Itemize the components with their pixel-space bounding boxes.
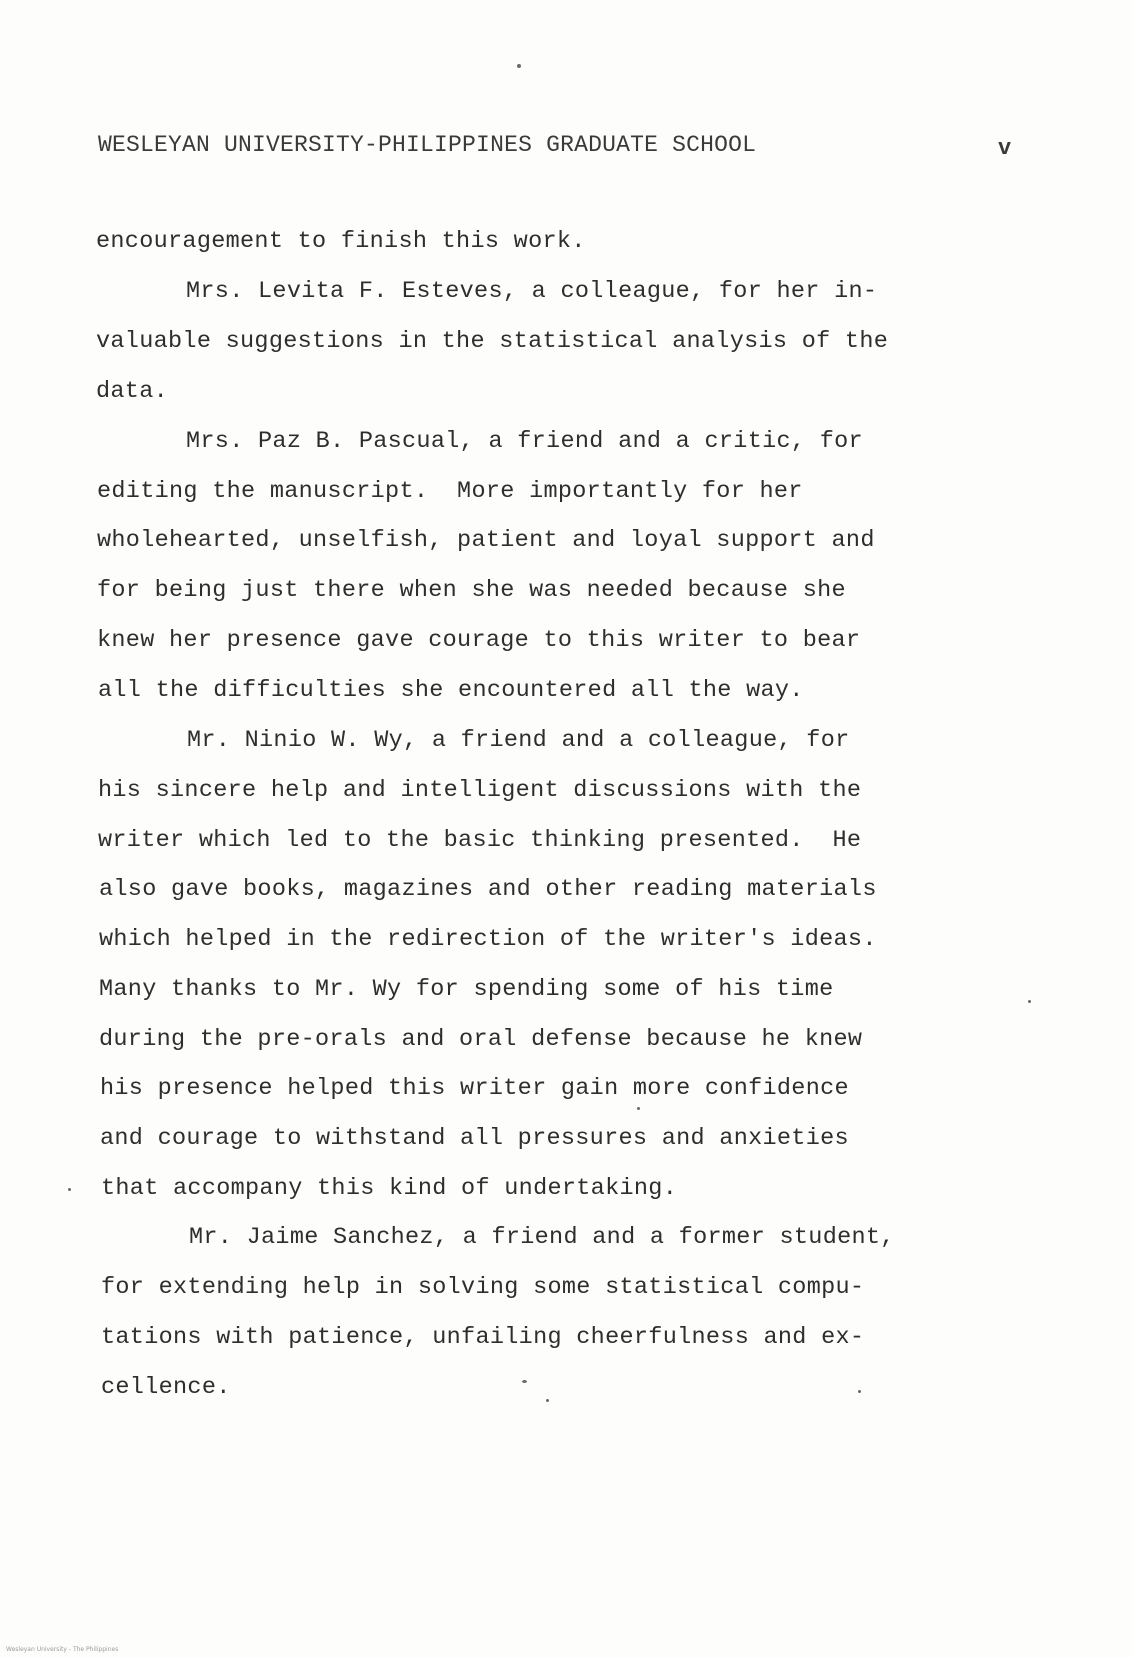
scan-speck <box>546 1399 549 1402</box>
text-line: knew her presence gave courage to this writer to bear <box>97 627 861 654</box>
text-line: Mrs. Levita F. Esteves, a colleague, for her in- <box>186 278 878 305</box>
scan-speck <box>858 1390 861 1393</box>
text-line: editing the manuscript. More importantly for her <box>97 478 803 505</box>
footer-note: Wesleyan University - The Philippines <box>6 1646 119 1653</box>
text-line: Many thanks to Mr. Wy for spending some of his time <box>99 976 834 1003</box>
text-line: valuable suggestions in the statistical analysis of the <box>96 328 889 355</box>
text-line: tations with patience, unfailing cheerfulness and ex- <box>101 1324 865 1351</box>
scan-speck <box>68 1188 71 1191</box>
text-line: for extending help in solving some statistical compu- <box>101 1274 865 1301</box>
text-line: and courage to withstand all pressures and anxieties <box>100 1125 849 1152</box>
scan-speck <box>637 1107 640 1110</box>
text-line: all the difficulties she encountered all the way. <box>98 677 804 704</box>
scan-speck <box>1028 1000 1031 1003</box>
text-line: during the pre-orals and oral defense because he knew <box>99 1026 863 1053</box>
scan-speck <box>517 64 521 68</box>
text-line: which helped in the redirection of the writer's ideas. <box>99 926 877 953</box>
text-line: his presence helped this writer gain more confidence <box>100 1075 849 1102</box>
text-line: for being just there when she was needed because she <box>97 577 846 604</box>
text-line: writer which led to the basic thinking presented. He <box>98 827 862 854</box>
header-title: WESLEYAN UNIVERSITY-PHILIPPINES GRADUATE SCHOOL <box>98 132 757 158</box>
text-line: Mr. Ninio W. Wy, a friend and a colleague, for <box>187 727 850 754</box>
page-number: v <box>998 136 1012 161</box>
text-line: Mrs. Paz B. Pascual, a friend and a critic, for <box>186 428 863 455</box>
text-line: encouragement to finish this work. <box>96 228 586 255</box>
text-line: cellence. <box>101 1374 231 1401</box>
text-line: wholehearted, unselfish, patient and loyal support and <box>97 527 875 554</box>
text-line: also gave books, magazines and other reading materials <box>99 876 877 903</box>
text-line: Mr. Jaime Sanchez, a friend and a former student, <box>189 1224 895 1251</box>
page-header <box>98 132 1028 168</box>
text-line: his sincere help and intelligent discussions with the <box>98 777 862 804</box>
scan-speck <box>522 1380 527 1383</box>
text-line: data. <box>96 378 169 405</box>
text-line: that accompany this kind of undertaking. <box>101 1175 678 1202</box>
